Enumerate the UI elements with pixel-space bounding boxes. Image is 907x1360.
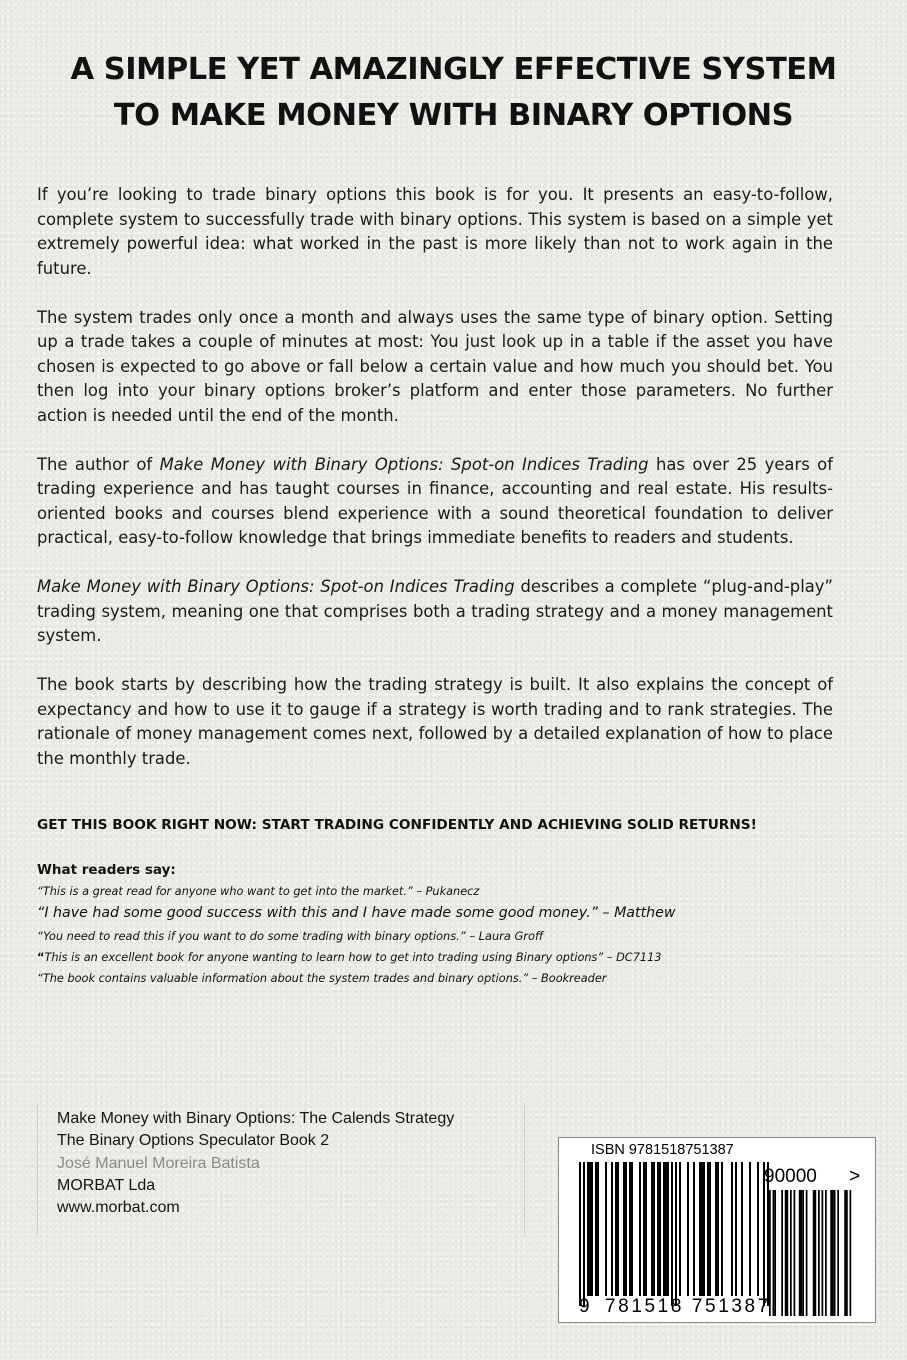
barcode-bar bbox=[615, 1162, 617, 1296]
addon-bar bbox=[785, 1190, 787, 1316]
barcode-bar bbox=[579, 1162, 581, 1306]
addon-bar bbox=[825, 1190, 827, 1316]
barcode-bar bbox=[651, 1162, 653, 1296]
barcode-bar bbox=[597, 1162, 599, 1296]
barcode-bar bbox=[671, 1162, 673, 1306]
addon-bar bbox=[832, 1190, 834, 1316]
addon-bar bbox=[801, 1190, 803, 1316]
addon-bar bbox=[794, 1190, 796, 1316]
barcode-bar bbox=[587, 1162, 589, 1296]
barcode-bar bbox=[589, 1162, 591, 1296]
review-quote bbox=[37, 947, 877, 968]
barcode-bar bbox=[623, 1162, 625, 1296]
addon-price-code: 90000 bbox=[764, 1166, 817, 1187]
addon-bar bbox=[818, 1190, 820, 1316]
description bbox=[37, 183, 833, 796]
barcode-bar bbox=[703, 1162, 705, 1296]
barcode-bar bbox=[631, 1162, 633, 1296]
addon-bar bbox=[834, 1190, 836, 1316]
addon-bar bbox=[774, 1190, 776, 1316]
barcode-bar bbox=[701, 1162, 703, 1296]
addon-bar bbox=[846, 1190, 848, 1316]
barcode-bar bbox=[663, 1162, 665, 1296]
call-to-action: GET THIS BOOK RIGHT NOW: START TRADING CONFIDENTLY AND ACHIEVING SOLID RETURNS! bbox=[37, 817, 757, 833]
addon-bar bbox=[787, 1190, 789, 1316]
publisher-name: MORBAT Lda bbox=[57, 1176, 156, 1194]
description-paragraph-5: The book starts by describing how the trading strategy is built. It also explains the concept of expectancy and how to use it to gauge if a strategy is worth trading and to rank strategies. The rationale of money management comes next, followed by a detailed explanation of how to place the monthly trade. bbox=[37, 675, 833, 768]
barcode-bar bbox=[667, 1162, 669, 1296]
description-paragraph-3 bbox=[37, 453, 833, 551]
barcode-bar bbox=[665, 1162, 667, 1296]
isbn-label: ISBN 9781518751387 bbox=[591, 1142, 734, 1158]
barcode-bar bbox=[639, 1162, 641, 1296]
book-title-italic: Make Money with Binary Options: Spot-on Indices Trading bbox=[159, 454, 649, 474]
review-quote: “The book contains valuable information about the system trades and binary options.” – Bookreader bbox=[37, 972, 607, 985]
isbn-barcode bbox=[558, 1137, 876, 1323]
addon-bar bbox=[822, 1190, 824, 1316]
review-quote: “You need to read this if you want to do some trading with binary options.” – Laura Groff bbox=[37, 929, 544, 943]
p4-tail: describes a complete “plug-and-play” trading system, meaning one that comprises both a trading strategy and a money management system. bbox=[37, 577, 834, 645]
addon-bar bbox=[799, 1190, 801, 1316]
headline-line-2: TO MAKE MONEY WITH BINARY OPTIONS bbox=[113, 98, 794, 133]
book-title-italic: Make Money with Binary Options: Spot-on Indices Trading bbox=[37, 577, 515, 596]
barcode-bar bbox=[687, 1162, 689, 1296]
description-paragraph-1: If you’re looking to trade binary options this book is for you. It presents an easy-to-follow, complete system to successfully trade with binary options. This system is based on a simple yet extremely powerful idea: what worked in the past is more likely than not to work again in the future. bbox=[37, 185, 833, 278]
description-paragraph-2: The system trades only once a month and always uses the same type of binary option. Setting up a trade takes a couple of minutes at most: You just look up in a table if the asset you have chosen is expected to go above or fall below a certain value and how much you should bet. You then log into your binary options broker’s platform and enter those parameters. No further action is needed until the end of the month. bbox=[37, 307, 833, 425]
addon-bar bbox=[813, 1190, 815, 1316]
addon-bar bbox=[830, 1190, 832, 1316]
barcode-bar bbox=[657, 1162, 659, 1296]
barcode-bar bbox=[653, 1162, 655, 1296]
author-name: José Manuel Moreira Batista bbox=[57, 1154, 260, 1172]
addon-bar bbox=[790, 1190, 792, 1316]
barcode-bar bbox=[749, 1162, 751, 1296]
addon-bar bbox=[850, 1190, 852, 1316]
barcode-digit-prefix: 9 bbox=[579, 1296, 592, 1317]
barcode-digit-groups: 781518 751387 bbox=[605, 1296, 771, 1317]
barcode-bar bbox=[583, 1162, 585, 1306]
reviews-heading: What readers say: bbox=[37, 862, 176, 878]
addon-bar bbox=[806, 1190, 808, 1316]
barcode-bar bbox=[605, 1162, 607, 1296]
review-quote-text: This is an excellent book for anyone wanting to learn how to get into trading using Binary options” – DC7113 bbox=[44, 951, 662, 964]
barcode-bar bbox=[611, 1162, 613, 1296]
barcode-bar bbox=[715, 1162, 717, 1296]
barcode-bar bbox=[757, 1162, 759, 1296]
description-paragraph-4 bbox=[37, 575, 833, 649]
series-name: The Binary Options Speculator Book 2 bbox=[57, 1132, 330, 1150]
barcode-bar bbox=[693, 1162, 695, 1296]
addon-bar bbox=[844, 1190, 846, 1316]
series-book-title: Make Money with Binary Options: The Calends Strategy bbox=[57, 1110, 455, 1127]
barcode-bar bbox=[625, 1162, 627, 1296]
barcode-bar bbox=[717, 1162, 719, 1296]
review-quote: “I have had some good success with this and I have made some good money.” – Matthew bbox=[37, 905, 676, 921]
p3-tail: has over 25 years of trading experience and has taught courses in finance, accounting and real estate. His results-oriented books and courses blend experience with a sound theoretical foundation to deliver practical, easy-to-follow knowledge that brings immediate benefits to readers and students. bbox=[37, 454, 833, 547]
addon-bar bbox=[815, 1190, 817, 1316]
barcode-bar bbox=[707, 1162, 709, 1296]
barcode-bar bbox=[643, 1162, 645, 1296]
barcode-bar bbox=[591, 1162, 593, 1296]
headline-line-1: A SIMPLE YET AMAZINGLY EFFECTIVE SYSTEM bbox=[70, 52, 837, 87]
reader-reviews bbox=[37, 860, 877, 989]
addon-bar bbox=[781, 1190, 783, 1316]
barcode-bar bbox=[709, 1162, 711, 1296]
addon-bar bbox=[773, 1190, 775, 1316]
addon-bar bbox=[802, 1190, 804, 1316]
p3-lead: The author of bbox=[37, 454, 160, 474]
barcode-bar bbox=[735, 1162, 737, 1296]
barcode-bar bbox=[645, 1162, 647, 1296]
barcode-bar bbox=[659, 1162, 661, 1296]
barcode-bar bbox=[617, 1162, 619, 1296]
publisher-website: www.morbat.com bbox=[57, 1199, 180, 1217]
review-quote-open-mark: “ bbox=[37, 951, 45, 964]
headline bbox=[30, 47, 877, 139]
barcode-bar bbox=[679, 1162, 681, 1296]
barcode-bars bbox=[559, 1138, 875, 1322]
barcode-bar bbox=[741, 1162, 743, 1296]
quiet-zone-marker: > bbox=[849, 1166, 861, 1187]
review-quote: “This is a great read for anyone who want to get into the market.” – Pukanecz bbox=[37, 885, 480, 898]
barcode-bar bbox=[721, 1162, 723, 1296]
barcode-bar bbox=[675, 1162, 677, 1306]
addon-bar bbox=[837, 1190, 839, 1316]
barcode-bar bbox=[699, 1162, 701, 1296]
barcode-bar bbox=[595, 1162, 597, 1296]
barcode-bar bbox=[629, 1162, 631, 1296]
publisher-info bbox=[37, 1103, 525, 1236]
barcode-bar bbox=[731, 1162, 733, 1296]
